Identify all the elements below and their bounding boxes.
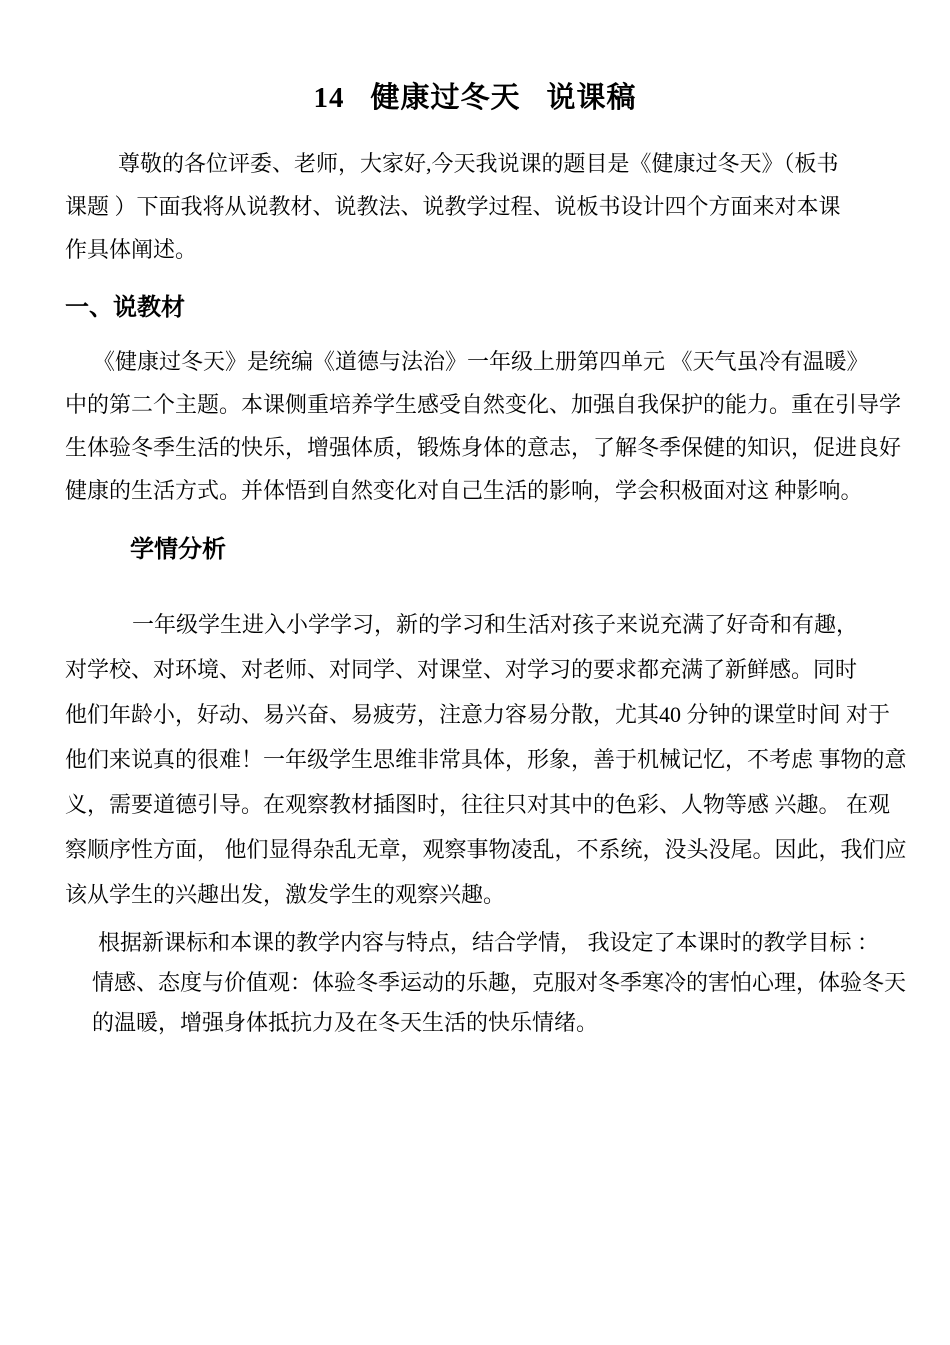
text-line: 《健康过冬天》是统编《道德与法治》一年级上册第四单元 《天气虽冷有温暖》 xyxy=(93,349,869,374)
title-lesson-number: 14 xyxy=(313,82,345,114)
emotion-attitude-values-paragraph xyxy=(65,963,908,1043)
learner-analysis-paragraph xyxy=(65,602,908,917)
text-line: 的温暖，增强身体抵抗力及在冬天生活的快乐情绪。 xyxy=(92,1010,599,1035)
section-heading-teaching-material: 一、说教材 xyxy=(65,295,185,321)
title-suffix-text: 说课稿 xyxy=(546,82,637,114)
text-line: 尊敬的各位评委、老师，大家好,今天我说课的题目是《健康过冬天》（板书 xyxy=(118,151,839,176)
text-line: 一年级学生进入小学学习，新的学习和生活对孩子来说充满了好奇和有趣， xyxy=(132,612,859,637)
text-line: 对学校、对环境、对老师、对同学、对课堂、对学习的要求都充满了新鲜感。同时 xyxy=(65,657,858,682)
text-line: 根据新课标和本课的教学内容与特点，结合学情， 我设定了本课时的教学目标 ： xyxy=(98,930,880,955)
text-line: 他们年龄小，好动、易兴奋、易疲劳，注意力容易分散，尤其40 分钟的课堂时间 对于 xyxy=(65,702,891,727)
text-line: 健康的生活方式。并体悟到自然变化对自己生活的影响，学会积极面对这 种影响。 xyxy=(65,478,863,503)
teaching-material-paragraph xyxy=(65,340,908,512)
text-line: 生体验冬季生活的快乐，增强体质，锻炼身体的意志，了解冬季保健的知识，促进良好 xyxy=(65,435,902,460)
text-line: 该从学生的兴趣出发，激发学生的观察兴趣。 xyxy=(65,882,506,907)
text-line: 中的第二个主题。本课侧重培养学生感受自然变化、加强自我保护的能力。重在引导学 xyxy=(65,392,902,417)
text-line: 他们来说真的很难！一年级学生思维非常具体，形象，善于机械记忆，不考虑 事物的意 xyxy=(65,747,907,772)
intro-paragraph xyxy=(65,142,908,271)
document-title xyxy=(0,80,950,116)
text-line: 义，需要道德引导。在观察教材插图时，往往只对其中的色彩、人物等感 兴趣。 在观 xyxy=(65,792,891,817)
teaching-goals-intro-paragraph xyxy=(65,923,908,963)
text-line: 课题 ）下面我将从说教材、说教法、说教学过程、说板书设计四个方面来对本课 xyxy=(65,194,841,219)
text-line: 情感、态度与价值观：体验冬季运动的乐趣，克服对冬季寒冷的害怕心理，体验冬天 xyxy=(92,970,907,995)
text-line: 察顺序性方面， 他们显得杂乱无章，观察事物凌乱，不系统，没头没尾。因此，我们应 xyxy=(65,837,907,862)
title-main-text: 健康过冬天 xyxy=(370,82,521,114)
subsection-heading-learner-analysis: 学情分析 xyxy=(130,537,226,563)
text-line: 作具体阐述。 xyxy=(65,237,198,262)
